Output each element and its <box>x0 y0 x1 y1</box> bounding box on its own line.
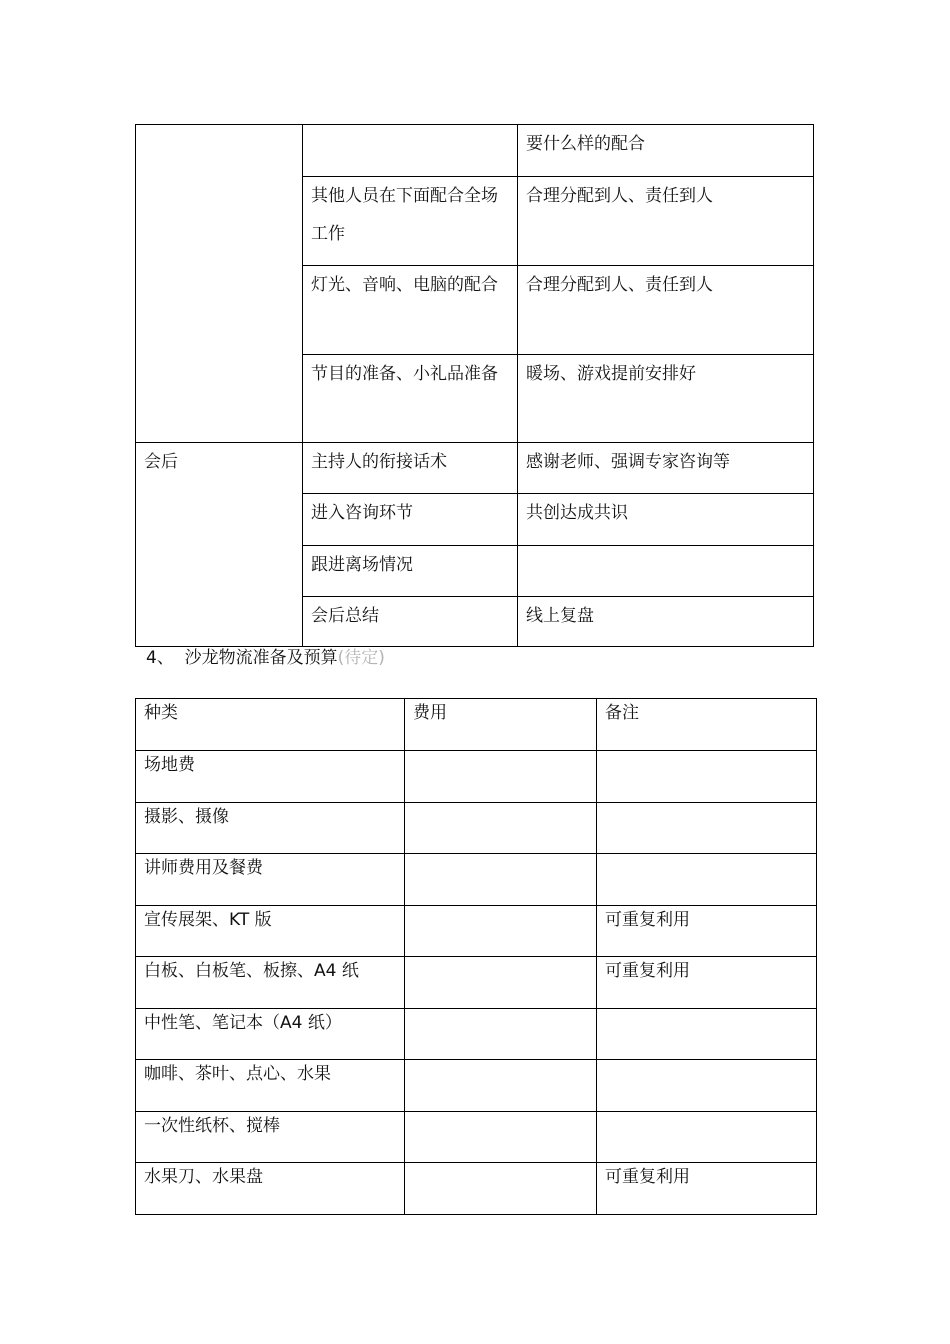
item-cell <box>303 125 518 177</box>
cost-cell <box>405 1112 597 1163</box>
note-cell: 合理分配到人、责任到人 <box>518 266 814 355</box>
cost-cell <box>405 803 597 854</box>
item-cell: 其他人员在下面配合全场工作 <box>303 177 518 266</box>
plan-table <box>135 124 814 647</box>
cost-cell <box>405 1060 597 1112</box>
header-remark: 备注 <box>597 699 817 751</box>
note-cell: 暖场、游戏提前安排好 <box>518 355 814 443</box>
phase-cell <box>136 125 303 443</box>
category-cell: 咖啡、茶叶、点心、水果 <box>136 1060 405 1112</box>
category-cell: 讲师费用及餐费 <box>136 854 405 906</box>
table-row <box>136 1009 817 1060</box>
table-row <box>136 125 814 177</box>
note-cell: 合理分配到人、责任到人 <box>518 177 814 266</box>
remark-cell <box>597 1112 817 1163</box>
item-cell: 节目的准备、小礼品准备 <box>303 355 518 443</box>
remark-cell <box>597 803 817 854</box>
item-cell: 主持人的衔接话术 <box>303 443 518 494</box>
category-cell: 场地费 <box>136 751 405 803</box>
category-cell: 宣传展架、KT 版 <box>136 906 405 957</box>
category-cell: 摄影、摄像 <box>136 803 405 854</box>
category-cell: 中性笔、笔记本（A4 纸） <box>136 1009 405 1060</box>
table-row <box>136 906 817 957</box>
cost-cell <box>405 1163 597 1215</box>
item-cell: 会后总结 <box>303 597 518 647</box>
note-cell: 共创达成共识 <box>518 494 814 546</box>
cost-cell <box>405 906 597 957</box>
header-category: 种类 <box>136 699 405 751</box>
table-row <box>136 443 814 494</box>
note-cell: 线上复盘 <box>518 597 814 647</box>
status-note: (待定) <box>337 648 385 668</box>
table-row <box>136 1163 817 1215</box>
cost-cell <box>405 751 597 803</box>
category-cell: 一次性纸杯、搅棒 <box>136 1112 405 1163</box>
note-cell <box>518 546 814 597</box>
note-cell: 要什么样的配合 <box>518 125 814 177</box>
remark-cell <box>597 854 817 906</box>
item-cell: 灯光、音响、电脑的配合 <box>303 266 518 355</box>
table-row <box>136 957 817 1009</box>
cost-cell <box>405 1009 597 1060</box>
table-row <box>136 1060 817 1112</box>
note-cell: 感谢老师、强调专家咨询等 <box>518 443 814 494</box>
table-row <box>136 854 817 906</box>
remark-cell <box>597 1060 817 1112</box>
header-cost: 费用 <box>405 699 597 751</box>
category-cell: 水果刀、水果盘 <box>136 1163 405 1215</box>
budget-table <box>135 698 817 1215</box>
remark-cell: 可重复利用 <box>597 957 817 1009</box>
remark-cell: 可重复利用 <box>597 906 817 957</box>
section-number: 4、 <box>146 648 174 668</box>
table-header-row <box>136 699 817 751</box>
table-row <box>136 803 817 854</box>
remark-cell <box>597 751 817 803</box>
phase-cell: 会后 <box>136 443 303 647</box>
cost-cell <box>405 957 597 1009</box>
table-row <box>136 1112 817 1163</box>
remark-cell: 可重复利用 <box>597 1163 817 1215</box>
category-cell: 白板、白板笔、板擦、A4 纸 <box>136 957 405 1009</box>
section-heading <box>146 646 385 670</box>
item-cell: 跟进离场情况 <box>303 546 518 597</box>
section-title: 沙龙物流准备及预算 <box>184 648 338 668</box>
table-row <box>136 751 817 803</box>
cost-cell <box>405 854 597 906</box>
remark-cell <box>597 1009 817 1060</box>
item-cell: 进入咨询环节 <box>303 494 518 546</box>
